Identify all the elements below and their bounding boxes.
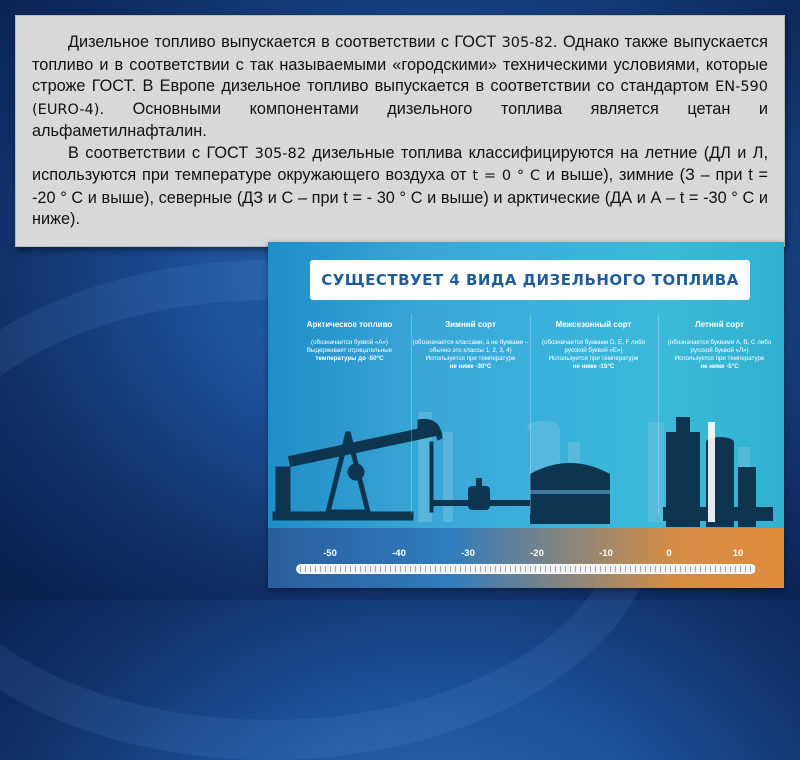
scale-tick — [670, 566, 671, 572]
scale-tick — [425, 566, 426, 572]
standard-number: EN-590 (EURO-4). — [32, 79, 768, 118]
scale-tick — [350, 566, 351, 572]
temperature-band — [268, 528, 784, 588]
scale-tick — [665, 566, 666, 572]
paragraph-2-text-3: и выше), зимние (З – при t = -20 ° С и выше), северные (ДЗ и С – при t = - 30 ° С и выше) и арктические (ДА и А – t = -30 ° С и ниже). — [32, 166, 768, 228]
scale-tick — [505, 566, 506, 572]
scale-tick — [630, 566, 631, 572]
scale-tick — [420, 566, 421, 572]
scale-tick — [650, 566, 651, 572]
gost-number-2: 305-82 — [254, 145, 306, 162]
scale-tick — [360, 566, 361, 572]
scale-tick — [430, 566, 431, 572]
column-description — [411, 339, 530, 371]
scale-tick — [475, 566, 476, 572]
temperature-scale-bar — [296, 564, 756, 574]
scale-tick — [755, 566, 756, 572]
scale-tick — [595, 566, 596, 572]
scale-tick — [720, 566, 721, 572]
scale-tick — [620, 566, 621, 572]
scale-tick — [325, 566, 326, 572]
scale-label: 0 — [666, 548, 672, 559]
fuel-column-interseason — [534, 320, 653, 371]
scale-tick — [540, 566, 541, 572]
scale-tick — [490, 566, 491, 572]
column-description — [534, 339, 653, 371]
scale-tick — [495, 566, 496, 572]
scale-label: -40 — [392, 548, 406, 559]
scale-tick — [455, 566, 456, 572]
scale-tick — [365, 566, 366, 572]
column-title: Летний сорт — [695, 320, 744, 329]
fuel-column-summer — [660, 320, 779, 371]
paragraph-1-text: Дизельное топливо выпускается в соответствии с ГОСТ — [68, 33, 502, 51]
scale-tick — [385, 566, 386, 572]
scale-tick — [700, 566, 701, 572]
scale-tick — [500, 566, 501, 572]
scale-tick — [510, 566, 511, 572]
scale-tick — [300, 566, 301, 572]
paragraph-1-text-2: Однако также выпускается топливо и в соответствии с так называемыми «городскими» техническими условиями, которые строже ГОСТ. В Европе дизельное топливо выпускается в соответствии со стандартом — [32, 33, 768, 95]
scale-tick — [435, 566, 436, 572]
gost-number: 305-82. — [501, 35, 558, 51]
scale-tick — [410, 566, 411, 572]
column-desc-text: (обозначается буквами A, B, C либо русской буквой «Л») Используется при температуре — [667, 339, 772, 362]
scale-tick — [465, 566, 466, 572]
scale-tick — [705, 566, 706, 572]
scale-label: -10 — [599, 548, 613, 559]
scale-tick — [375, 566, 376, 572]
column-description — [660, 339, 779, 371]
scale-tick — [545, 566, 546, 572]
scale-tick — [635, 566, 636, 572]
scale-label: -20 — [530, 548, 544, 559]
temperature-value: t = 0 ° С — [472, 168, 541, 184]
column-temperature: температуры до -50°С — [315, 355, 384, 362]
scale-tick — [605, 566, 606, 572]
scale-tick — [395, 566, 396, 572]
scale-tick — [450, 566, 451, 572]
scale-tick — [570, 566, 571, 572]
scale-tick — [645, 566, 646, 572]
fuel-column-arctic — [290, 320, 409, 363]
scale-tick — [550, 566, 551, 572]
scale-tick — [310, 566, 311, 572]
scale-tick — [335, 566, 336, 572]
column-title: Зимний сорт — [445, 320, 496, 329]
scale-tick — [345, 566, 346, 572]
scale-tick — [560, 566, 561, 572]
scale-tick — [525, 566, 526, 572]
column-temperature: не ниже -30°С — [449, 363, 492, 370]
scale-tick — [745, 566, 746, 572]
column-temperature: не ниже -5°С — [700, 363, 739, 370]
column-divider — [658, 314, 659, 514]
scale-tick — [725, 566, 726, 572]
infographic-title: СУЩЕСТВУЕТ 4 ВИДА ДИЗЕЛЬНОГО ТОПЛИВА — [321, 271, 739, 289]
scale-tick — [405, 566, 406, 572]
scale-tick — [445, 566, 446, 572]
column-description — [290, 339, 409, 363]
scale-tick — [575, 566, 576, 572]
scale-tick — [515, 566, 516, 572]
paragraph-2-text: В соответствии с ГОСТ — [68, 143, 255, 162]
scale-tick — [695, 566, 696, 572]
scale-tick — [440, 566, 441, 572]
fuel-infographic — [268, 242, 784, 588]
scale-tick — [735, 566, 736, 572]
scale-label: -30 — [461, 548, 475, 559]
paragraph-1 — [32, 32, 768, 143]
scale-tick — [625, 566, 626, 572]
scale-tick — [320, 566, 321, 572]
paragraph-2 — [32, 143, 768, 231]
scale-tick — [355, 566, 356, 572]
scale-tick — [530, 566, 531, 572]
scale-tick — [655, 566, 656, 572]
scale-tick — [615, 566, 616, 572]
scale-tick — [400, 566, 401, 572]
scale-tick — [710, 566, 711, 572]
scale-tick — [535, 566, 536, 572]
scale-tick — [600, 566, 601, 572]
paragraph-1-text-3: Основными компонентами дизельного топлива является цетан и альфаметилнафталин. — [32, 99, 768, 140]
column-divider — [530, 314, 531, 514]
scale-tick — [610, 566, 611, 572]
scale-label: 10 — [732, 548, 744, 559]
scale-tick — [580, 566, 581, 572]
scale-tick — [480, 566, 481, 572]
scale-tick — [485, 566, 486, 572]
paragraph-2-text-2: дизельные топлива классифицируются на летние (ДЛ и Л, используются при температуре окружающего воздуха от — [32, 143, 768, 184]
scale-tick — [565, 566, 566, 572]
scale-tick — [315, 566, 316, 572]
scale-tick — [305, 566, 306, 572]
fuel-column-winter — [411, 320, 530, 371]
scale-tick — [340, 566, 341, 572]
scale-tick — [460, 566, 461, 572]
scale-tick — [685, 566, 686, 572]
scale-tick — [380, 566, 381, 572]
scale-tick — [470, 566, 471, 572]
scale-tick — [640, 566, 641, 572]
scale-tick — [715, 566, 716, 572]
scale-tick — [585, 566, 586, 572]
column-temperature: не ниже -15°С — [572, 363, 615, 370]
scale-tick — [675, 566, 676, 572]
scale-tick — [330, 566, 331, 572]
column-title: Межсезонный сорт — [555, 320, 632, 329]
column-title: Арктическое топливо — [306, 320, 393, 329]
infographic-title-banner — [310, 260, 750, 300]
scale-tick — [370, 566, 371, 572]
column-desc-text: (обозначается классами, а не буквами – обычно это классы 1, 2, 3, 4) Используется при температуре — [412, 339, 529, 362]
scale-tick — [660, 566, 661, 572]
scale-tick — [555, 566, 556, 572]
scale-label: -50 — [323, 548, 337, 559]
text-card — [15, 15, 785, 247]
scale-tick — [680, 566, 681, 572]
scale-tick — [390, 566, 391, 572]
scale-tick — [590, 566, 591, 572]
scale-tick — [520, 566, 521, 572]
scale-tick — [415, 566, 416, 572]
scale-tick — [730, 566, 731, 572]
scale-tick — [750, 566, 751, 572]
column-desc-text: (обозначается буквой «А») Выдерживает отрицательные — [306, 339, 393, 354]
scale-tick — [690, 566, 691, 572]
column-desc-text: (обозначается буквами D, E, F либо русской буквой «Е») Используется при температуре — [541, 339, 646, 362]
scale-tick — [740, 566, 741, 572]
